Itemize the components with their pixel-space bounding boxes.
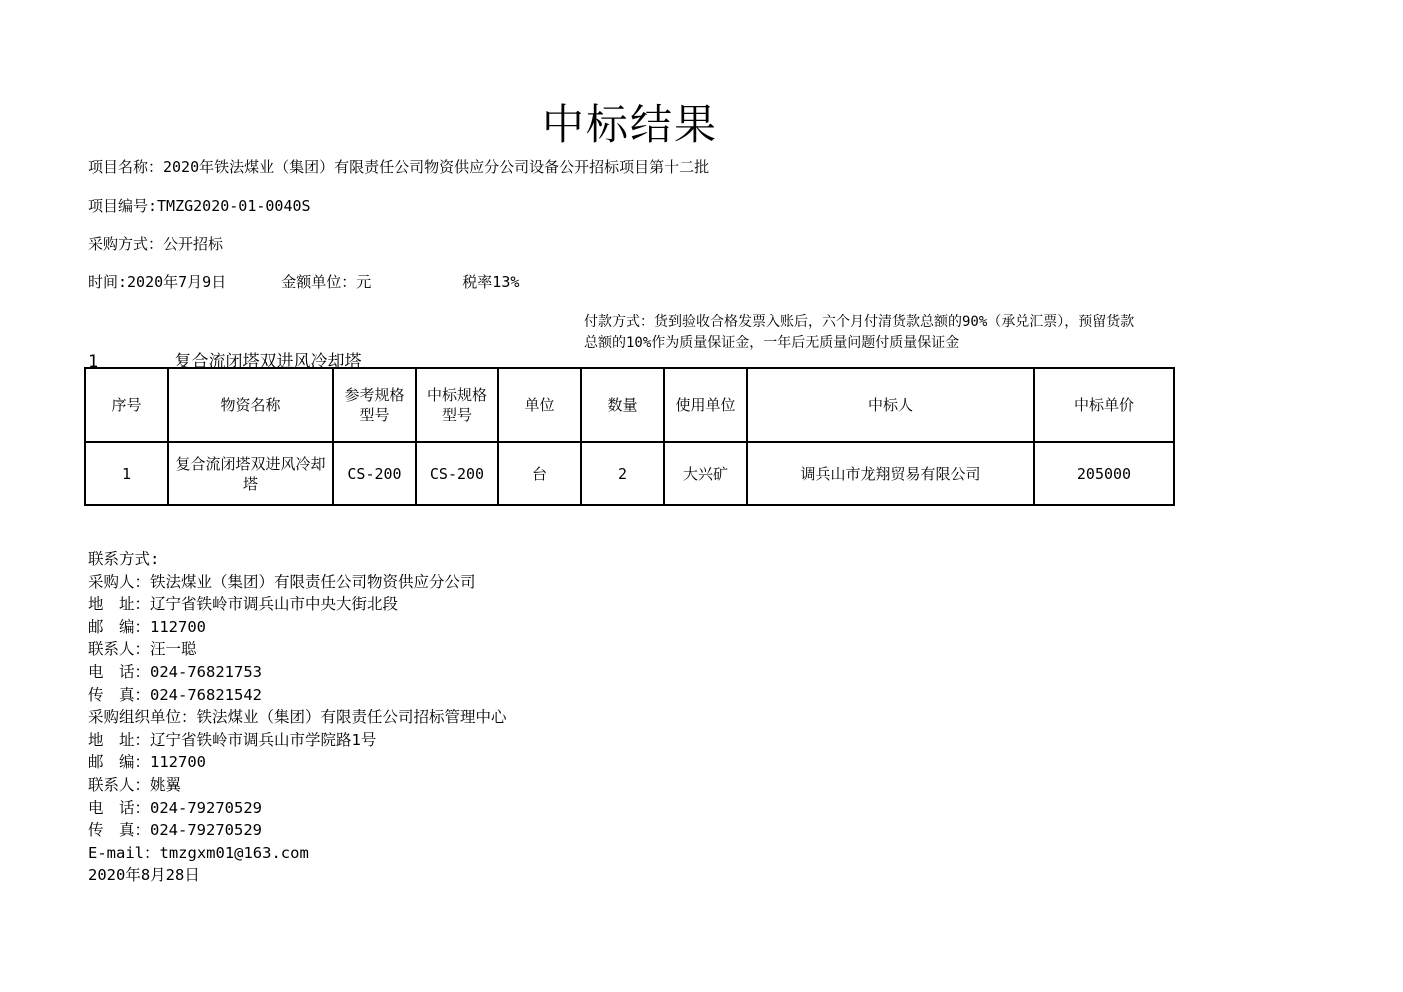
agency-contact-person: 联系人：姚翼 — [88, 775, 182, 794]
column-header: 数量 — [581, 368, 664, 442]
contact-email: E-mail：tmzgxm01@163.com — [88, 843, 309, 862]
table-cell: CS-200 — [416, 442, 498, 505]
table-cell: 台 — [498, 442, 581, 505]
contact-heading: 联系方式: — [88, 550, 160, 568]
project-code: 项目编号:TMZG2020-01-0040S — [88, 197, 311, 215]
table-cell: 复合流闭塔双进风冷却塔 — [168, 442, 333, 505]
agency-name: 采购组织单位：铁法煤业（集团）有限责任公司招标管理中心 — [88, 708, 507, 727]
buyer-address: 地 址：辽宁省铁岭市调兵山市中央大街北段 — [88, 595, 399, 614]
buyer-name: 采购人：铁法煤业（集团）有限责任公司物资供应分公司 — [88, 572, 476, 591]
award-result-table — [84, 367, 1175, 506]
page-title: 中标结果 — [541, 100, 718, 149]
agency-phone: 电 话：024-79270529 — [88, 798, 262, 817]
column-header: 中标单价 — [1034, 368, 1174, 442]
project-name: 项目名称：2020年铁法煤业（集团）有限责任公司物资供应分公司设备公开招标项目第十二批 — [88, 158, 710, 176]
publish-date: 2020年8月28日 — [88, 866, 200, 885]
column-header: 物资名称 — [168, 368, 333, 442]
agency-address: 地 址：辽宁省铁岭市调兵山市学院路1号 — [88, 730, 377, 749]
column-header: 中标规格型号 — [416, 368, 498, 442]
column-header: 参考规格型号 — [333, 368, 416, 442]
buyer-contact-person: 联系人：汪一聪 — [88, 640, 197, 659]
column-header: 中标人 — [747, 368, 1034, 442]
amount-unit: 金额单位：元 — [281, 273, 372, 291]
table-cell: 调兵山市龙翔贸易有限公司 — [747, 442, 1034, 505]
announcement-time: 时间:2020年7月9日 — [88, 273, 227, 291]
purchase-method: 采购方式：公开招标 — [88, 235, 224, 253]
tax-rate: 税率13% — [462, 273, 520, 291]
table-cell: 205000 — [1034, 442, 1174, 505]
payment-terms: 付款方式：货到验收合格发票入账后，六个月付清货款总额的90%（承兑汇票），预留货款总额的10%作为质量保证金，一年后无质量问题付质量保证金 — [584, 314, 1135, 351]
agency-fax: 传 真：024-79270529 — [88, 821, 262, 840]
table-row — [85, 442, 1174, 505]
meta-row — [88, 271, 519, 292]
table-cell: 大兴矿 — [664, 442, 747, 505]
buyer-fax: 传 真：024-76821542 — [88, 685, 262, 704]
table-cell: CS-200 — [333, 442, 416, 505]
table-header-row — [85, 368, 1174, 442]
column-header: 使用单位 — [664, 368, 747, 442]
table-cell: 2 — [581, 442, 664, 505]
section-name: 复合流闭塔双进风冷却塔 — [174, 352, 362, 372]
section-number: 1 — [88, 352, 99, 372]
agency-postcode: 邮 编：112700 — [88, 753, 206, 772]
contact-block — [88, 548, 507, 887]
column-header: 序号 — [85, 368, 168, 442]
column-header: 单位 — [498, 368, 581, 442]
buyer-postcode: 邮 编：112700 — [88, 617, 206, 636]
buyer-phone: 电 话：024-76821753 — [88, 662, 262, 681]
table-cell: 1 — [85, 442, 168, 505]
